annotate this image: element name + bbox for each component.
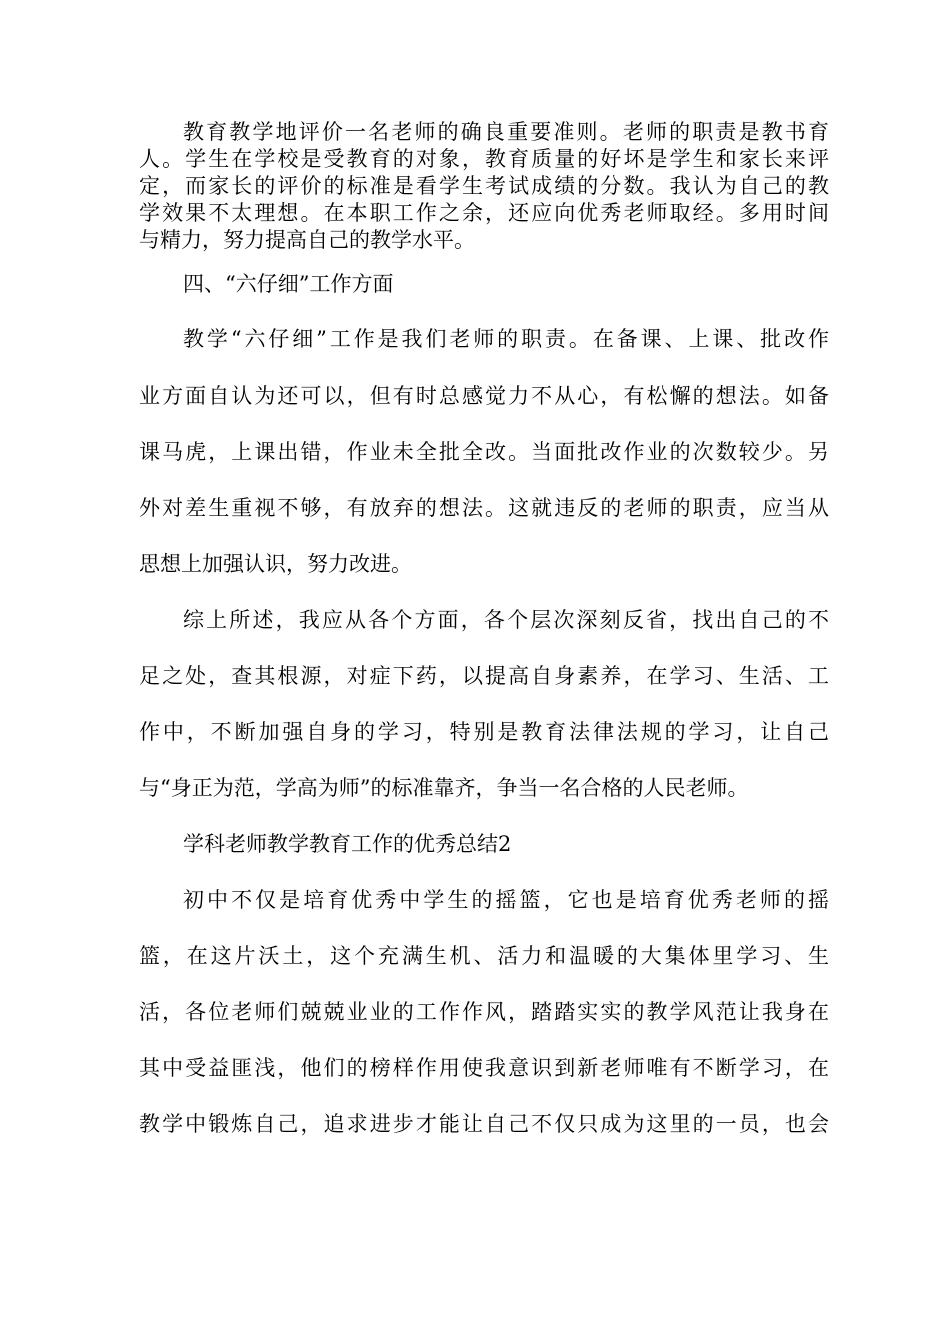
paragraph-line: 篮，在这片沃土，这个充满生机、活力和温暖的大集体里学习、生	[139, 944, 829, 968]
paragraph-line: 人。学生在学校是受教育的对象，教育质量的好坏是学生和家长来评	[139, 147, 829, 171]
paragraph-line: 思想上加强认识，努力改进。	[139, 552, 412, 576]
paragraph-line: 教学中锻炼自己，追求进步才能让自己不仅只成为这里的一员，也会	[139, 1112, 829, 1136]
paragraph-line: 课马虎，上课出错，作业未全批全改。当面批改作业的次数较少。另	[139, 440, 829, 464]
paragraph-line: 学效果不太理想。在本职工作之余，还应向优秀老师取经。多用时间	[139, 201, 829, 225]
paragraph-line: 定，而家长的评价的标准是看学生考试成绩的分数。我认为自己的教	[139, 174, 829, 198]
paragraph-line: 业方面自认为还可以，但有时总感觉力不从心，有松懈的想法。如备	[139, 384, 829, 408]
paragraph-line: 活，各位老师们兢兢业业的工作作风，踏踏实实的教学风范让我身在	[139, 1000, 829, 1024]
paragraph-line: 作中，不断加强自身的学习，特别是教育法律法规的学习，让自己	[139, 720, 829, 744]
paragraph-line: 足之处，查其根源，对症下药，以提高自身素养，在学习、生活、工	[139, 664, 829, 688]
paragraph-line: 教育教学地评价一名老师的确良重要准则。老师的职责是教书育	[183, 120, 829, 144]
section-heading: 四、“六仔细”工作方面	[183, 272, 394, 296]
section-heading: 学科老师教学教育工作的优秀总结2	[183, 832, 512, 856]
paragraph-line: 外对差生重视不够，有放弃的想法。这就违反的老师的职责，应当从	[139, 496, 829, 520]
paragraph-line: 与“身正为范，学高为师”的标准靠齐，争当一名合格的人民老师。	[139, 776, 749, 800]
paragraph-line: 与精力，努力提高自己的教学水平。	[139, 228, 475, 252]
paragraph-line: 教学“六仔细”工作是我们老师的职责。在备课、上课、批改作	[183, 327, 829, 351]
paragraph-line: 综上所述，我应从各个方面，各个层次深刻反省，找出自己的不	[183, 608, 829, 632]
paragraph-line: 初中不仅是培育优秀中学生的摇篮，它也是培育优秀老师的摇	[183, 888, 829, 912]
paragraph-line: 其中受益匪浅，他们的榜样作用使我意识到新老师唯有不断学习，在	[139, 1056, 829, 1080]
